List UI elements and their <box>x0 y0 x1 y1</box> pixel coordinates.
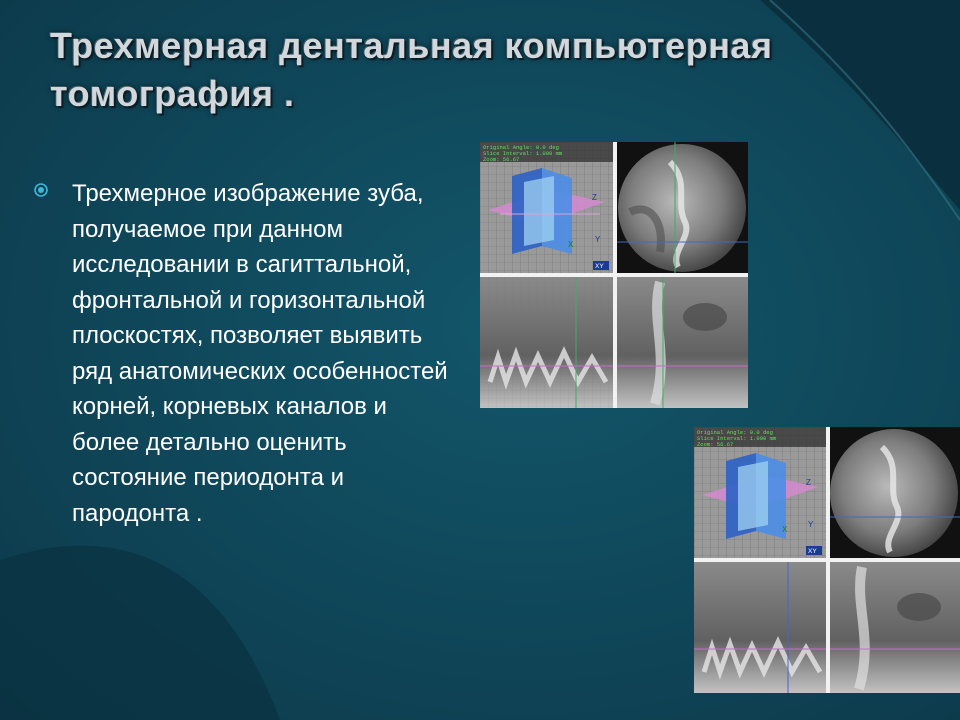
view-badge: XY <box>595 263 604 270</box>
view-badge-copy: XY <box>808 548 817 555</box>
overlay-line-1: Original Angle: 0.0 deg <box>483 144 559 151</box>
overlay-line-3: Zoom: 56.67 <box>483 156 520 163</box>
axis-label-x: X <box>568 240 574 249</box>
slide-title <box>50 22 810 118</box>
overlay-line-2-copy: Slice Interval: 1.000 mm <box>697 435 777 442</box>
circle-bullet-icon <box>34 183 48 197</box>
overlay-line-3-copy: Zoom: 56.67 <box>697 441 734 448</box>
bullet-text: Трехмерное изображение зуба, получаемое при данном исследовании в сагиттальной, фронтальной и горизонтальной плоскостях, позволяет выявить ряд анатомических особенностей корней, корневых каналов и более детально оценить состояние периодонта и пародонта . <box>72 180 448 527</box>
slide-title-line-1: Трехмерная дентальная компьютерная <box>50 25 773 66</box>
axis-label-y: Y <box>595 235 601 244</box>
bullet-item <box>34 176 454 531</box>
axis-label-z-copy: Z <box>806 478 811 487</box>
ct-scan-image-1 <box>480 142 748 408</box>
slide-title-line-2: томография . <box>50 73 295 114</box>
axis-label-z: Z <box>592 193 597 202</box>
axis-label-y-copy: Y <box>808 520 814 529</box>
ct-scan-image-2 <box>694 427 960 693</box>
axis-label-x-copy: X <box>782 525 788 534</box>
overlay-line-1-copy: Original Angle: 0.0 deg <box>697 429 773 436</box>
overlay-line-2: Slice Interval: 1.000 mm <box>483 150 563 157</box>
